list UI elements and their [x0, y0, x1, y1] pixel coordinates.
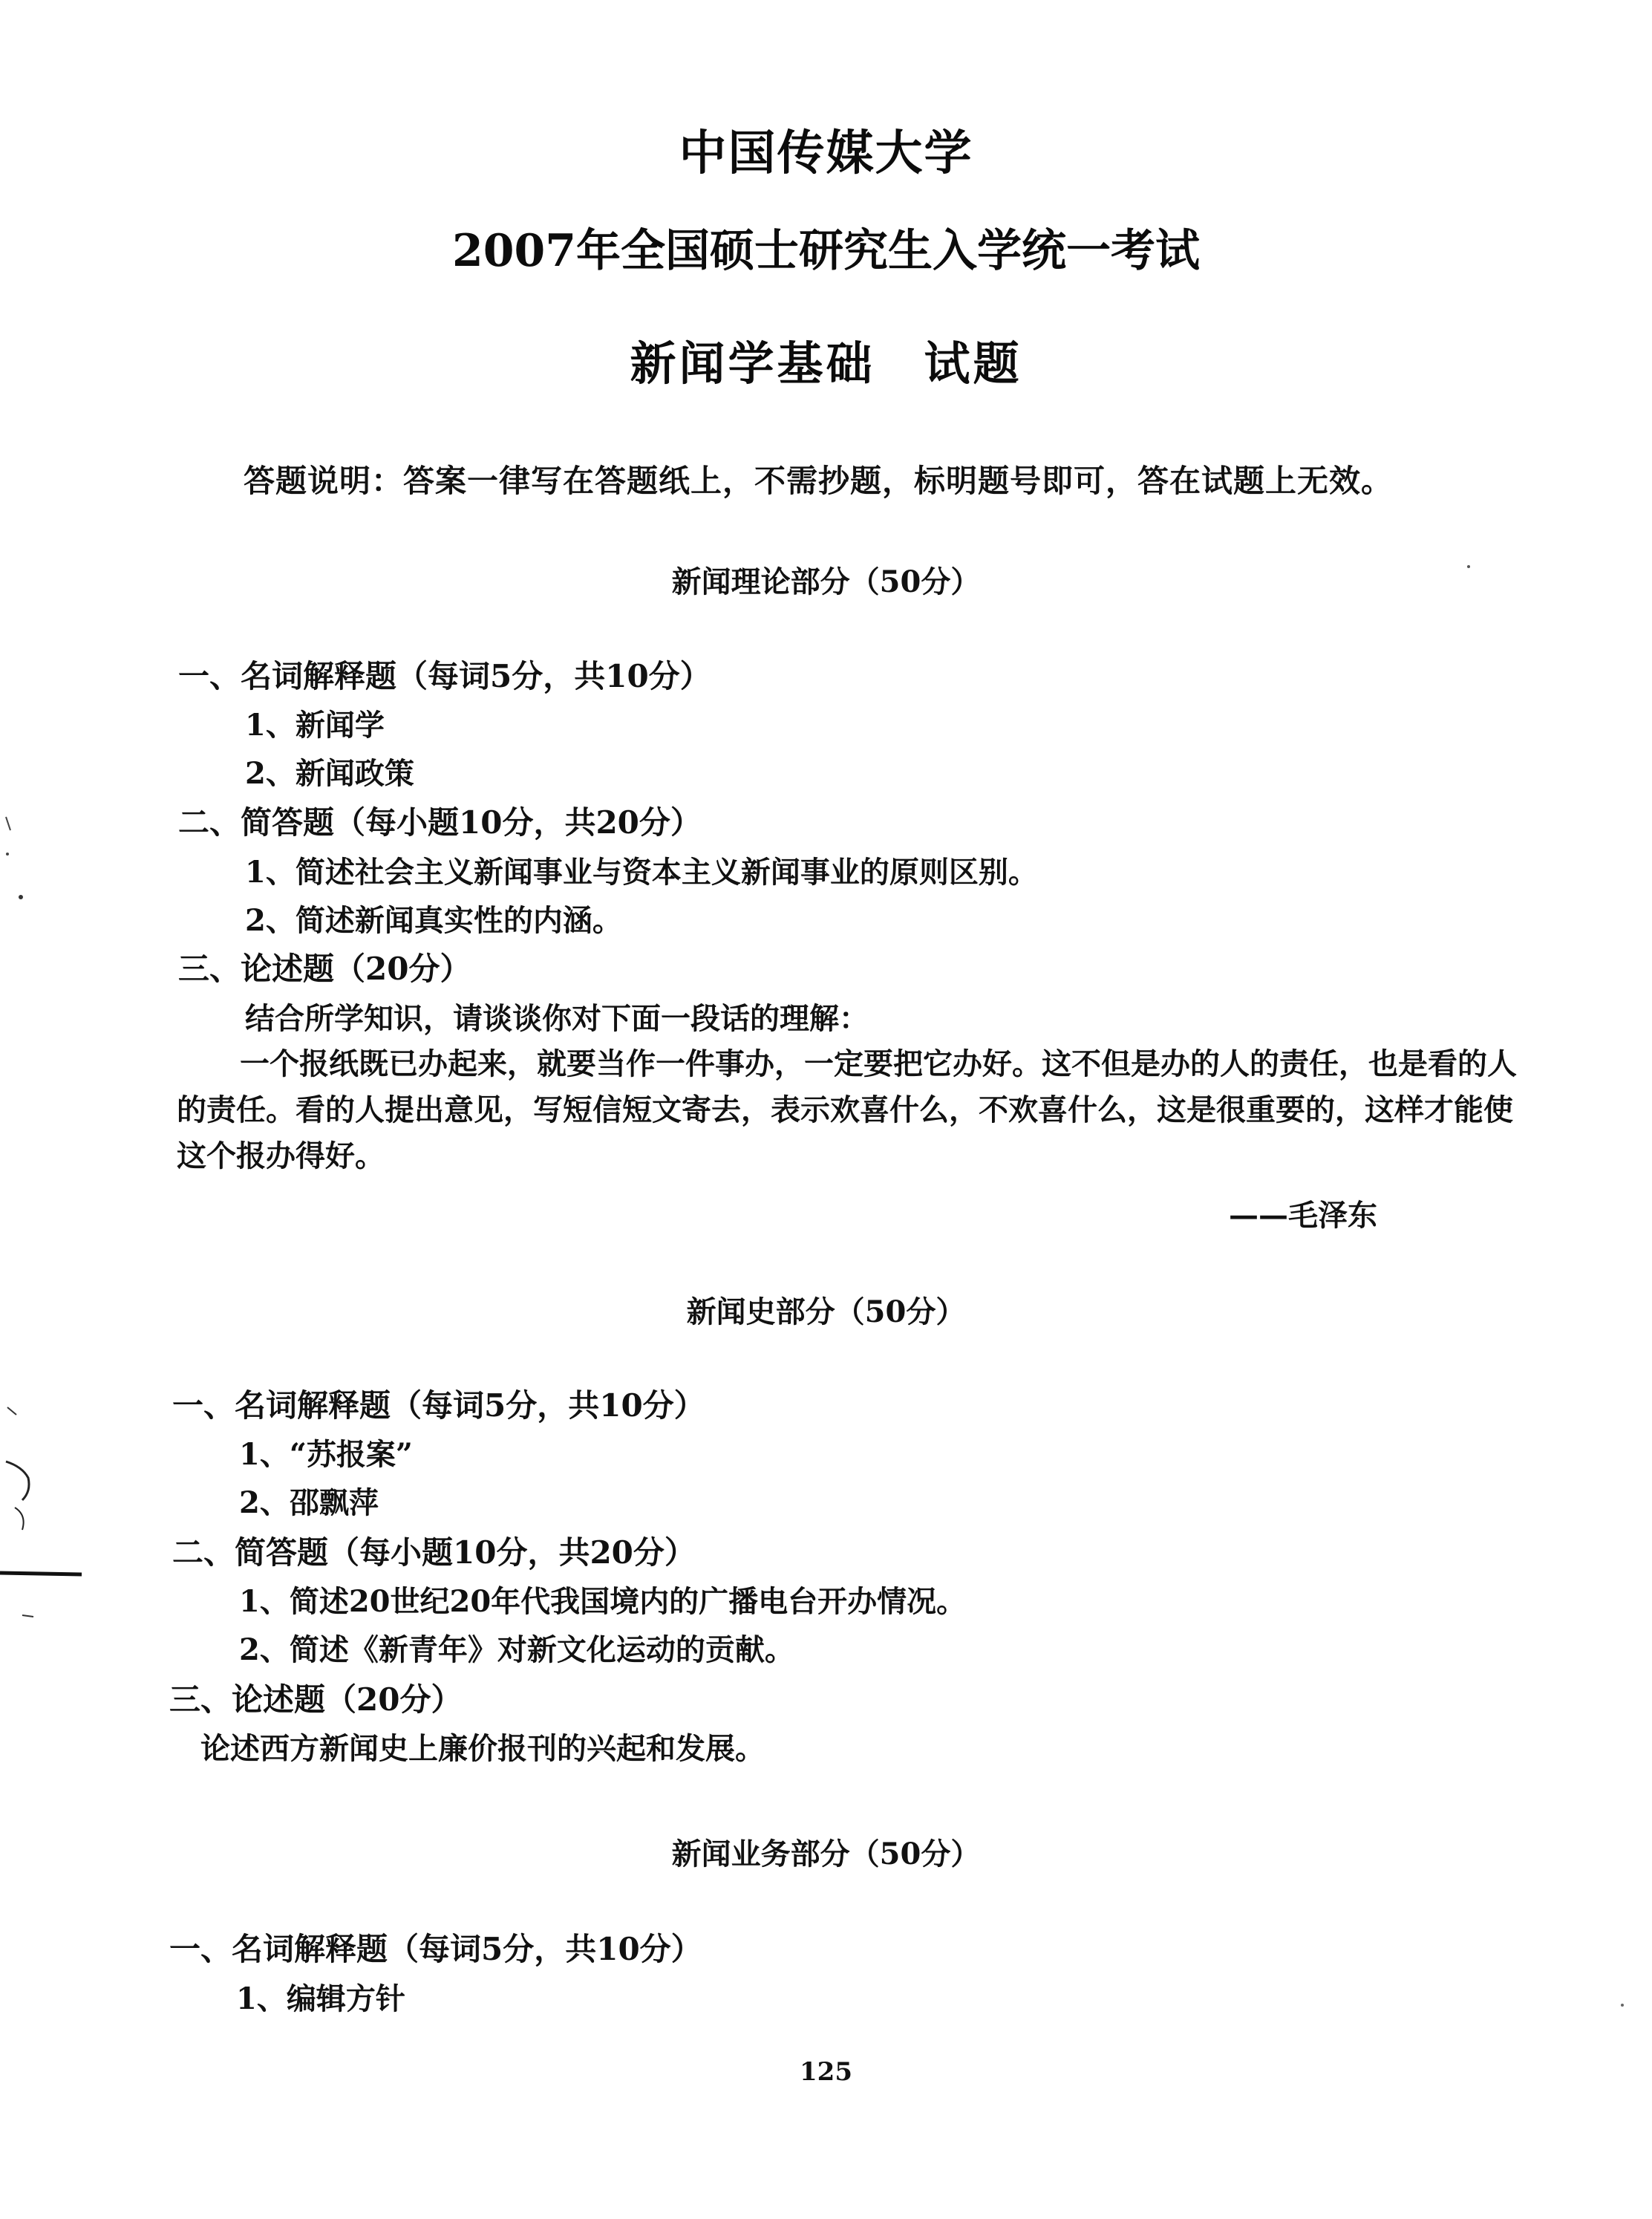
exam-title: 2007年全国硕士研究生入学统一考试 — [452, 225, 1200, 277]
theory-s2-item-2: 2、简述新闻真实性的内涵。 — [245, 903, 622, 938]
quote-text: 一个报纸既已办起来，就要当作一件事办，一定要把它办好。这不但是办的人的责任，也是看的人的责任。看的人提出意见，写短信短文寄去，表示欢喜什么，不欢喜什么，这是很重要的，这样才能使这个报办得好。 — [177, 1046, 1517, 1173]
theory-section-2-heading: 二、简答题（每小题10分，共20分） — [178, 804, 702, 841]
theory-part-title: 新闻理论部分（50分） — [671, 564, 981, 599]
theory-section-1-heading: 一、名词解释题（每词5分，共10分） — [178, 658, 711, 694]
theory-s2-item-1: 1、简述社会主义新闻事业与资本主义新闻事业的原则区别。 — [245, 855, 1038, 890]
theory-s1-item-2: 2、新闻政策 — [245, 756, 414, 791]
history-part-title: 新闻史部分（50分） — [686, 1294, 966, 1329]
history-s3-prompt: 论述西方新闻史上廉价报刊的兴起和发展。 — [200, 1731, 765, 1766]
page-number: 125 — [800, 2057, 852, 2087]
history-s2-item-2: 2、简述《新青年》对新文化运动的贡献。 — [239, 1632, 794, 1667]
theory-s1-item-1: 1、新闻学 — [245, 708, 385, 743]
subject-title: 新闻学基础 试题 — [630, 336, 1022, 391]
history-s2-item-1: 1、简述20世纪20年代我国境内的广播电台开办情况。 — [239, 1584, 967, 1619]
history-section-2-heading: 二、简答题（每小题10分，共20分） — [172, 1534, 696, 1571]
history-section-3-heading: 三、论述题（20分） — [169, 1681, 463, 1718]
practice-section-1-heading: 一、名词解释题（每词5分，共10分） — [169, 1931, 702, 1967]
history-section-1-heading: 一、名词解释题（每词5分，共10分） — [172, 1387, 705, 1424]
quote-author: ——毛泽东 — [1229, 1198, 1377, 1233]
practice-s1-item-1: 1、编辑方针 — [236, 1981, 405, 2016]
answer-instructions: 答题说明：答案一律写在答题纸上，不需抄题，标明题号即可，答在试题上无效。 — [244, 463, 1394, 499]
history-s1-item-1: 1、“苏报案” — [239, 1437, 413, 1472]
university-title: 中国传媒大学 — [679, 126, 973, 181]
theory-section-3-heading: 三、论述题（20分） — [178, 951, 471, 987]
history-s1-item-2: 2、邵飘萍 — [239, 1485, 379, 1520]
practice-part-title: 新闻业务部分（50分） — [671, 1837, 981, 1871]
theory-s3-prompt: 结合所学知识，请谈谈你对下面一段话的理解： — [245, 1001, 869, 1036]
